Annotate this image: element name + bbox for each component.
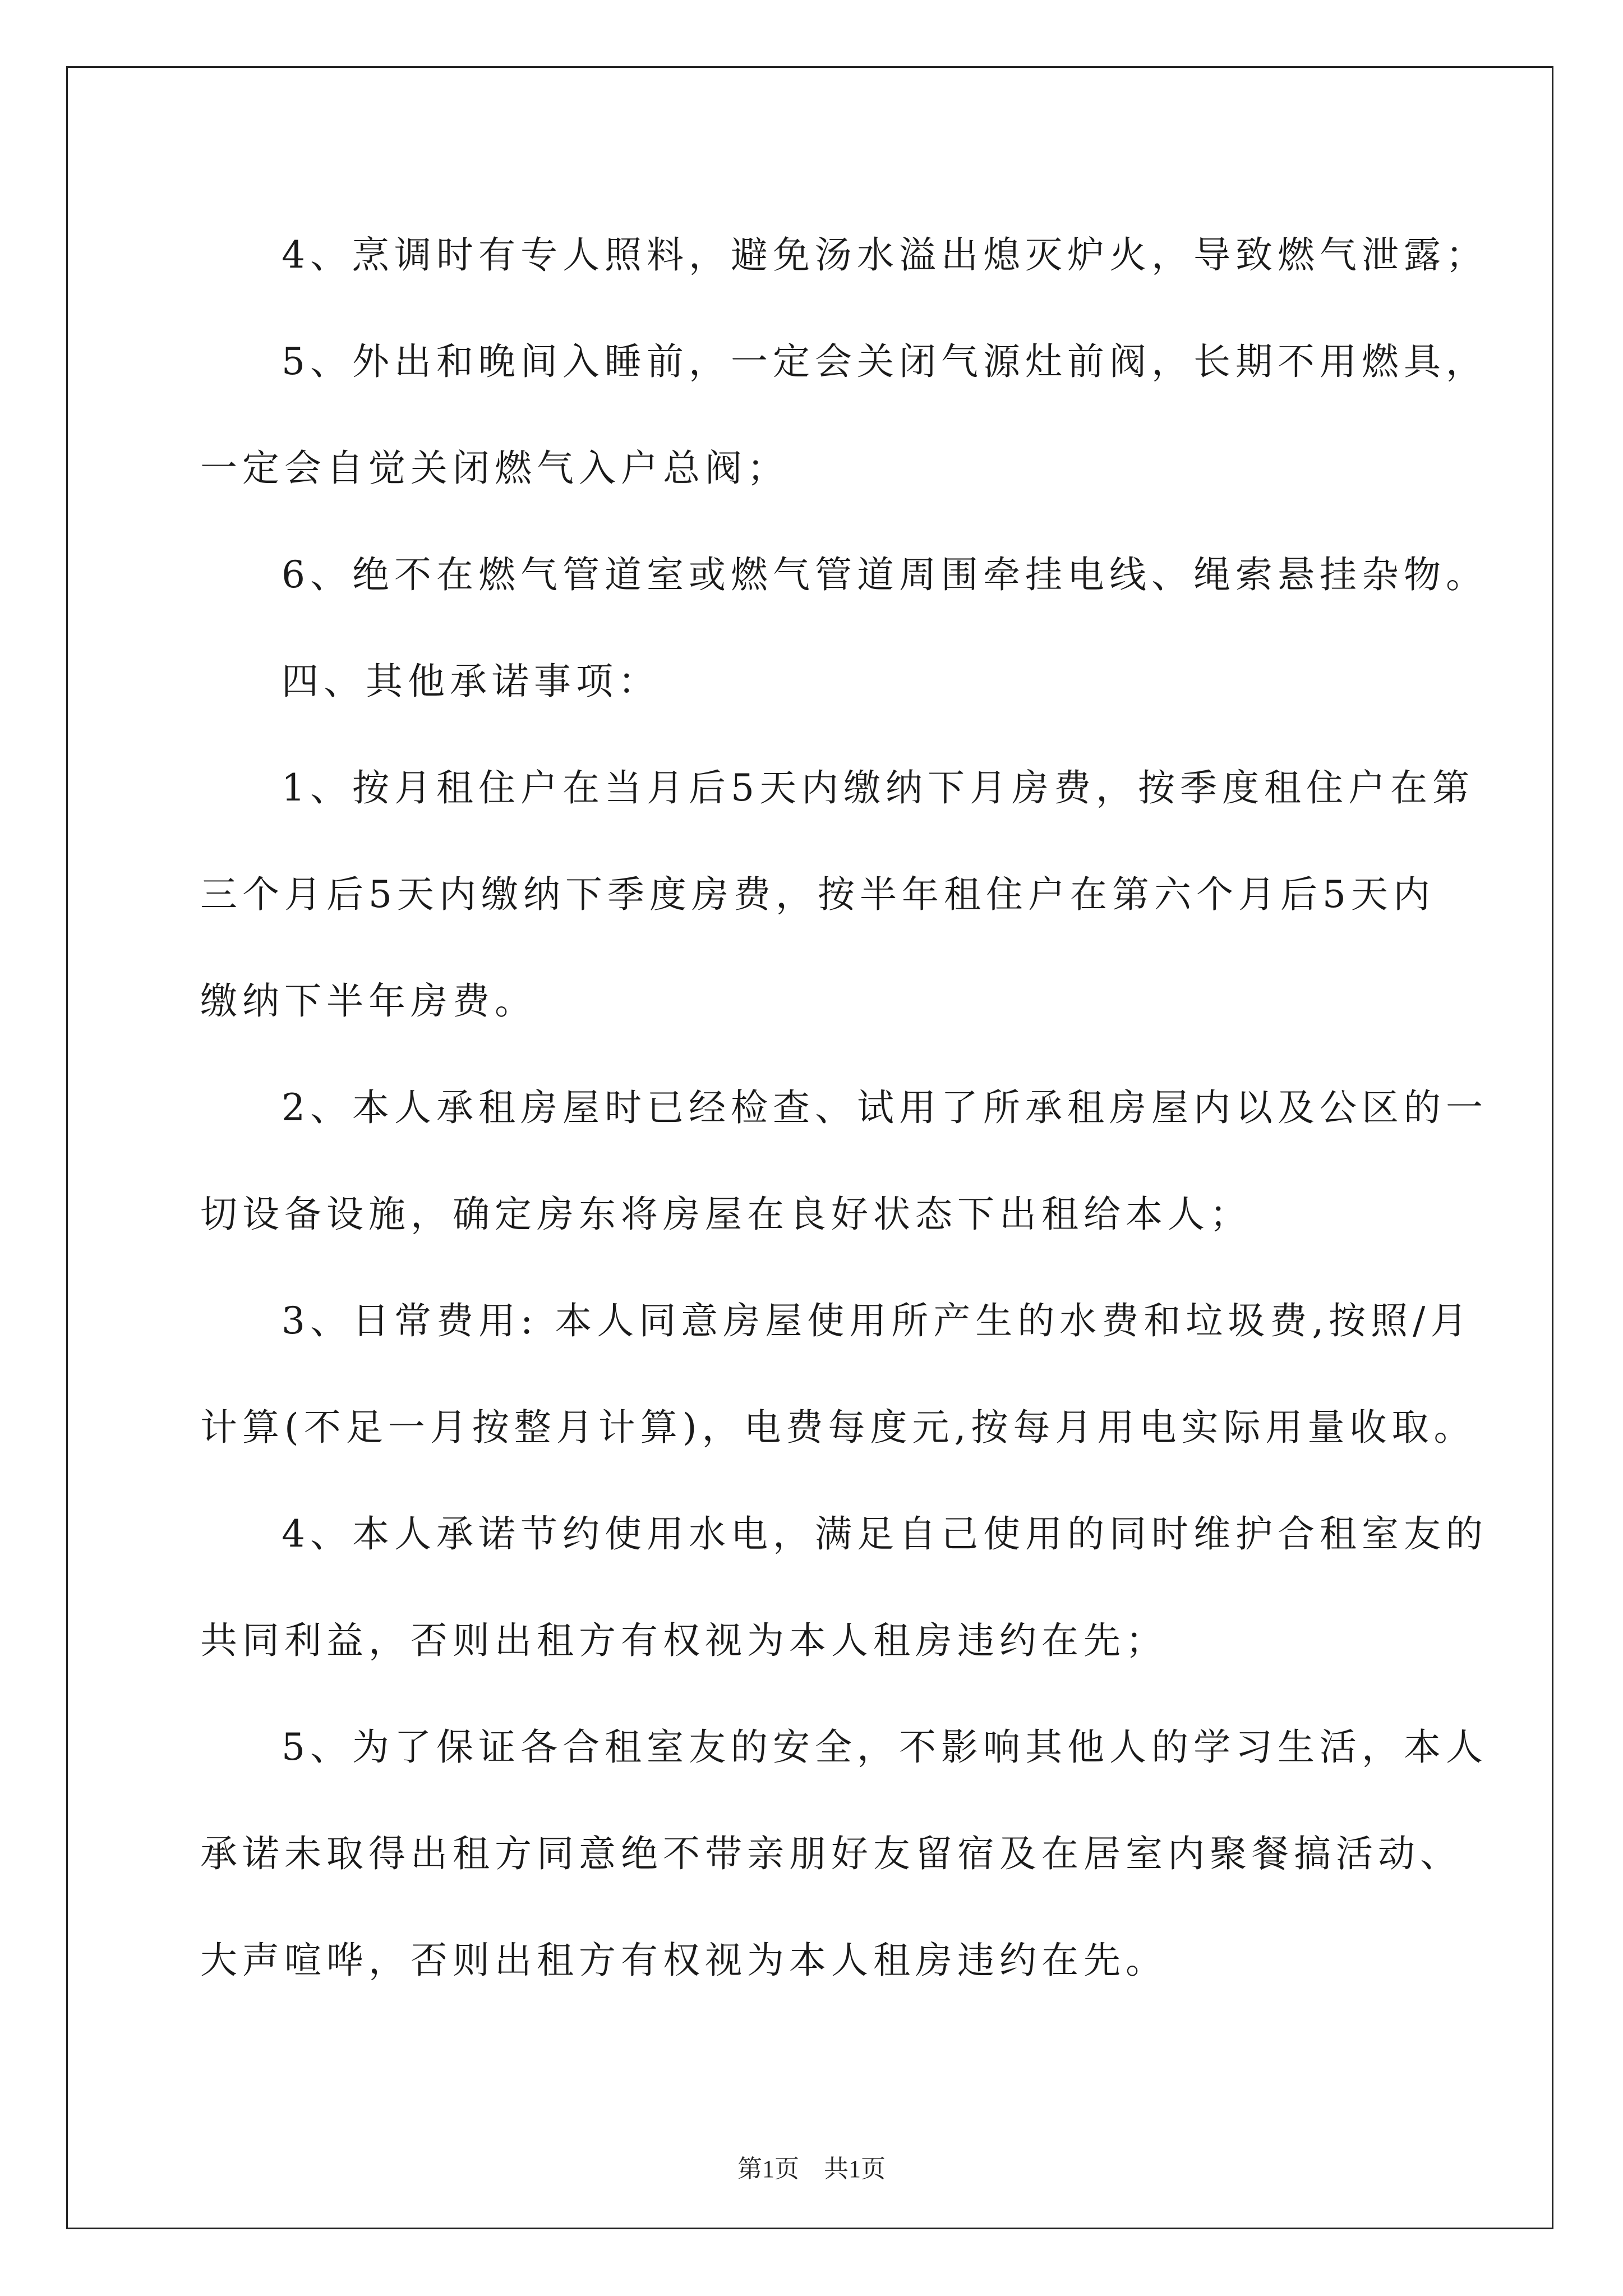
text-line: 承诺未取得出租方同意绝不带亲朋好友留宿及在居室内聚餐搞活动、 [200,1832,1462,1875]
text-line: 计算(不足一月按整月计算)，电费每度元,按每月用电实际用量收取。 [200,1406,1476,1449]
text-line: 三个月后5天内缴纳下季度房费，按半年租住户在第六个月后5天内 [200,873,1435,916]
text-line: 1、按月租住户在当月后5天内缴纳下月房费，按季度租住户在第 [282,766,1474,809]
text-line: 2、本人承租房屋时已经检查、试用了所承租房屋内以及公区的一 [282,1086,1488,1129]
section-heading: 四、其他承诺事项： [282,660,660,703]
text-line: 5、为了保证各合租室友的安全，不影响其他人的学习生活，本人 [282,1726,1488,1769]
text-line: 5、外出和晚间入睡前，一定会关闭气源灶前阀，长期不用燃具， [282,340,1488,383]
text-line: 缴纳下半年房费。 [200,979,537,1023]
text-line: 3、日常费用: 本人同意房屋使用所产生的水费和垃圾费,按照/月 [282,1299,1473,1342]
text-line: 4、本人承诺节约使用水电，满足自己使用的同时维护合租室友的 [282,1512,1488,1556]
page-number: 第1页 共1页 [737,2155,886,2183]
text-line: 大声喧哗，否则出租方有权视为本人租房违约在先。 [200,1939,1168,1982]
text-line: 切设备设施，确定房东将房屋在良好状态下出租给本人； [200,1193,1252,1236]
text-line: 6、绝不在燃气管道室或燃气管道周围牵挂电线、绳索悬挂杂物。 [282,553,1488,596]
text-line: 一定会自觉关闭燃气入户总阀； [200,447,789,490]
text-line: 共同利益，否则出租方有权视为本人租房违约在先； [200,1619,1168,1662]
text-line: 4、烹调时有专人照料，避免汤水溢出熄灭炉火，导致燃气泄露； [282,233,1488,277]
document-body [200,202,1488,2014]
